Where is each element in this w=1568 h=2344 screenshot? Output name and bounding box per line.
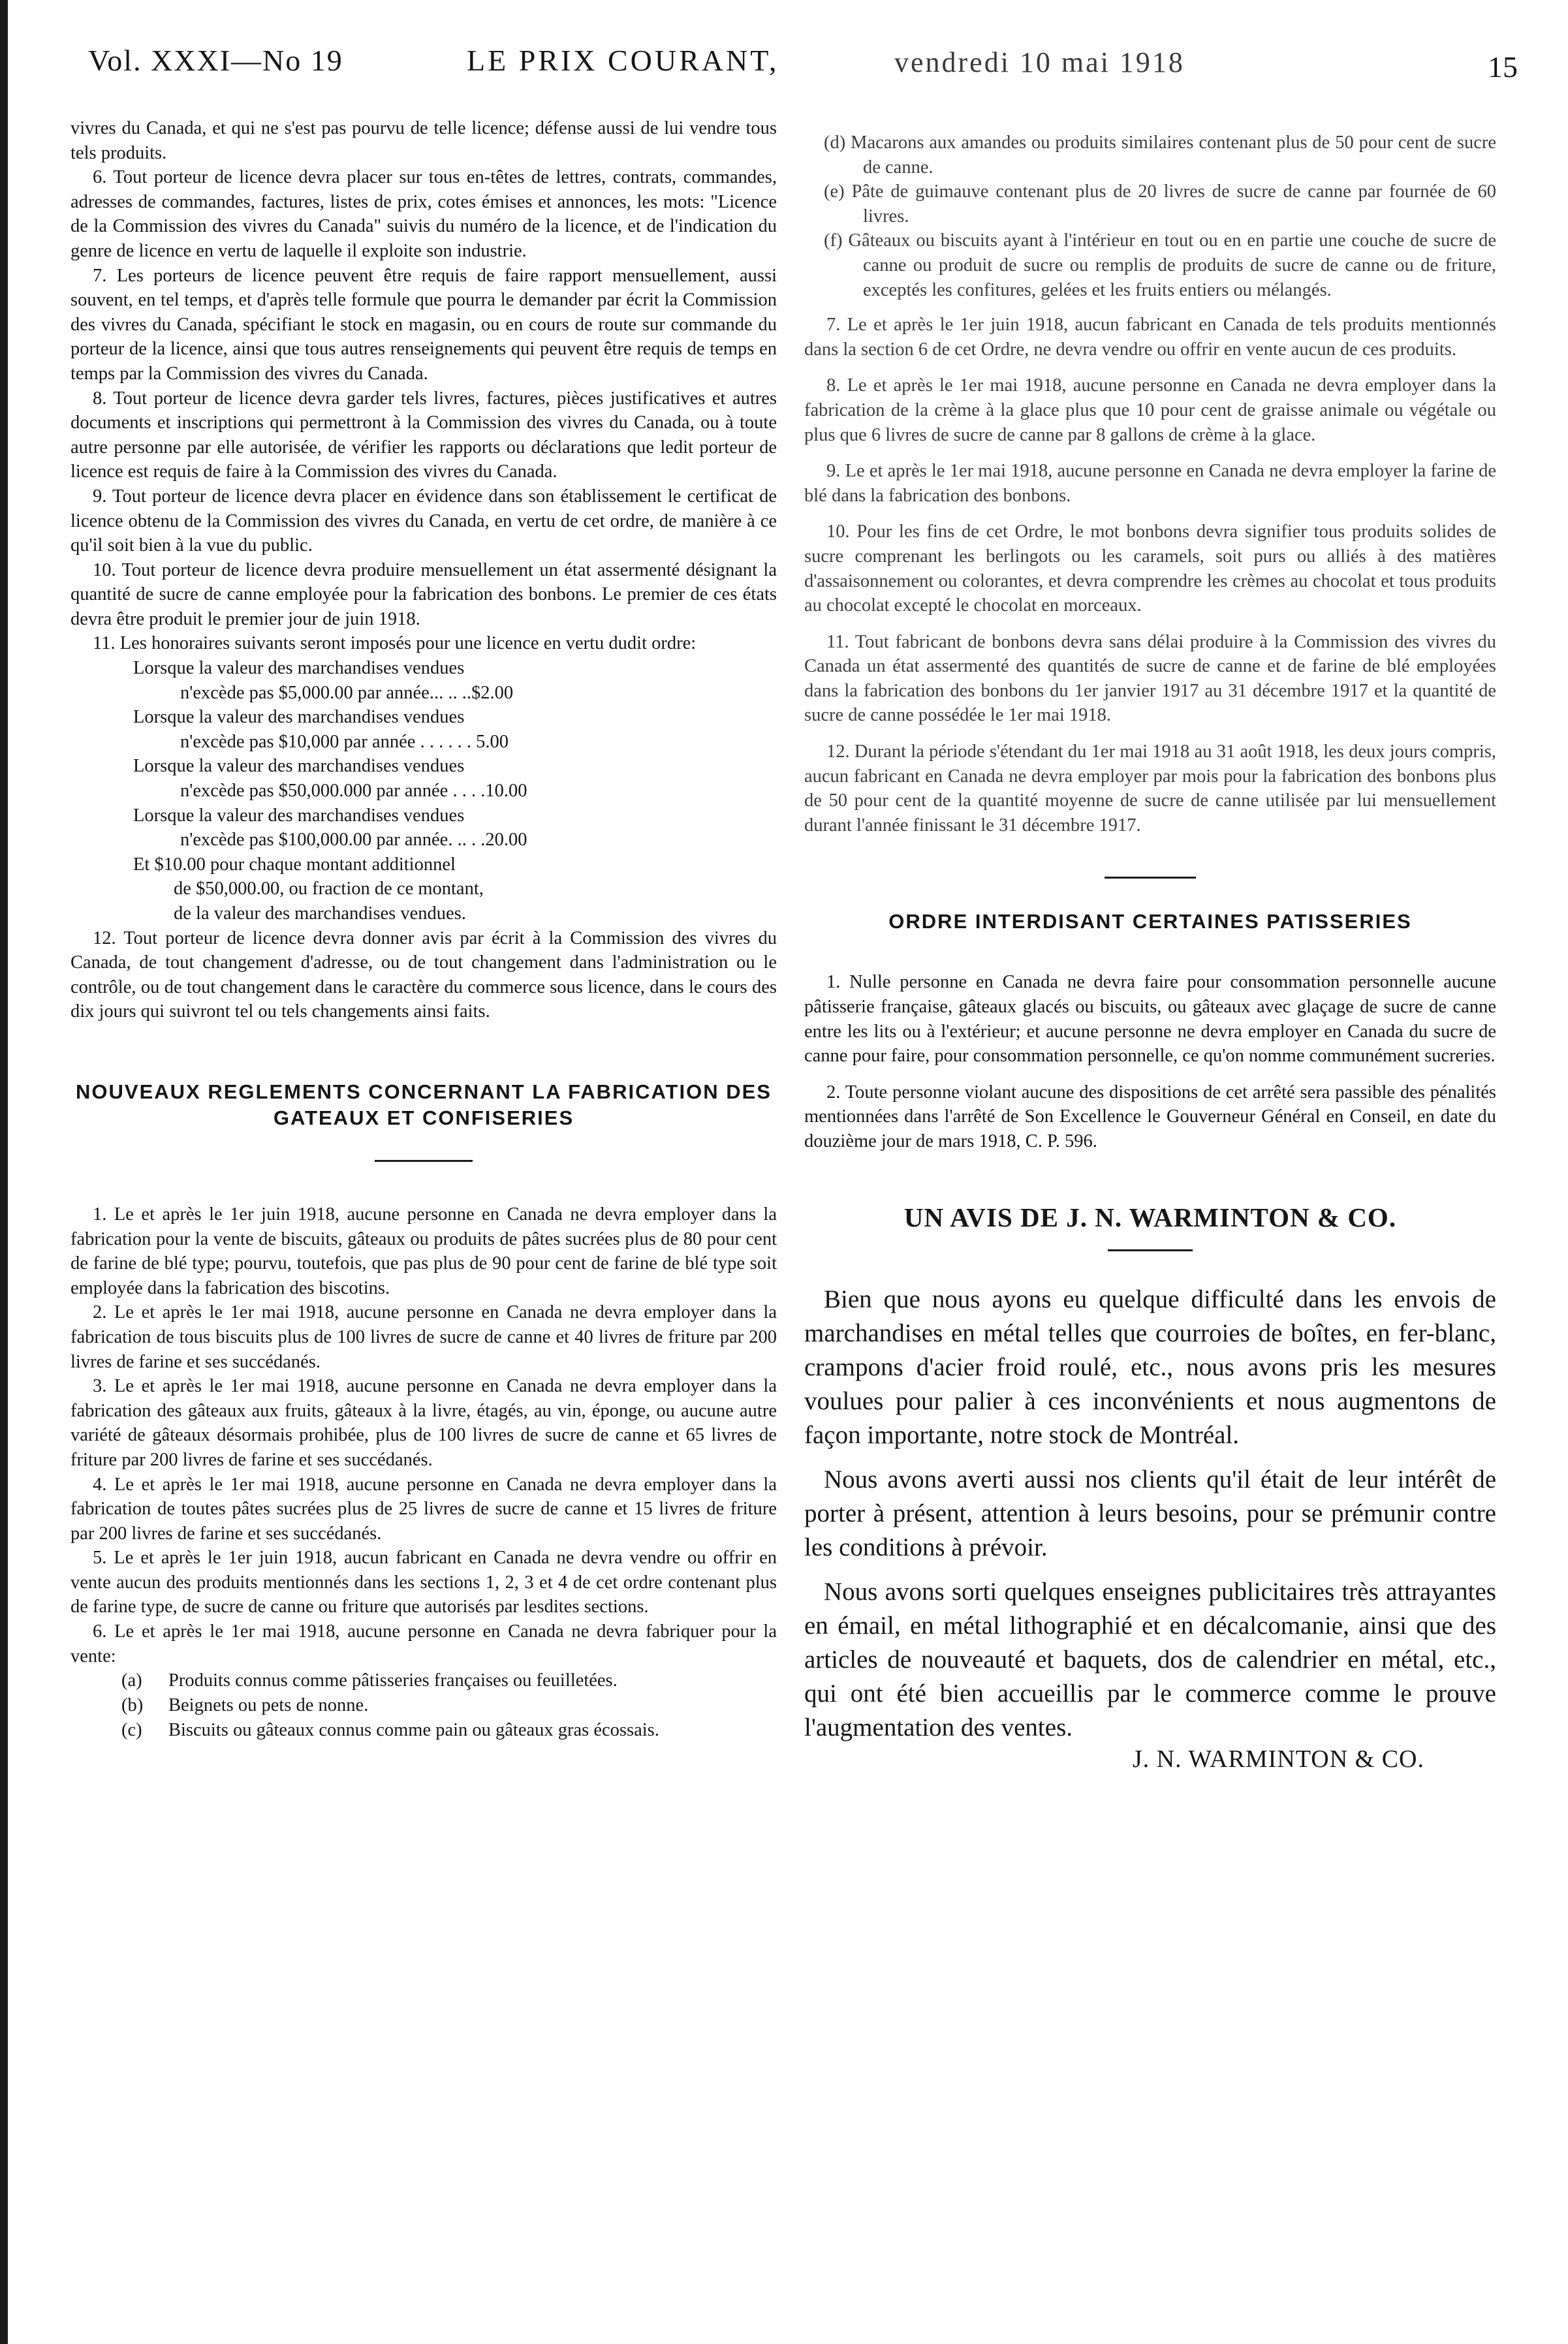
notice-paragraph: Nous avons sorti quelques enseignes publicitaires très attrayantes en émail, en métal lithographié et en décalcomanie, ainsi que des articles de nouveauté et baquets, dos de calendrier en métal, etc., qui ont été bien accueillis par le commerce comme le prouve l'augmentation des ventes. [804, 1577, 1496, 1742]
page-header [88, 43, 1518, 102]
list-item: (f) Gâteaux ou biscuits ayant à l'intérieur en tout ou en en partie une couche de sucre de canne ou produit de sucre ou remplis de produits de sucre de canne ou de friture, exceptés les confitures, gelées et les fruits entiers ou mélangés. [824, 230, 1496, 300]
article-paragraph: 5. Le et après le 1er juin 1918, aucun fabricant en Canada ne devra vendre ou offrir en vente aucun des produits mentionnés dans les sections 1, 2, 3 et 4 de cet ordre contenant plus de farine type, de sucre de canne ou friture que autorisés par lesdites sections. [71, 1548, 777, 1617]
fee-line: n'excède pas $100,000.00 par année. .. . .20.00 [180, 830, 527, 851]
article-paragraph: 11. Tout fabricant de bonbons devra sans délai produire à la Commission des vivres du Canada un état assermenté des quantités de sucre de canne et de farine de blé employées dans la fabrication des bonbons du 1er janvier 1917 au 31 décembre 1917 et la quantité de sucre de canne possédée le 1er mai 1918. [804, 631, 1496, 726]
article-paragraph: 10. Pour les fins de cet Ordre, le mot bonbons devra signifier tous produits solides de sucre comprenant les berlingots ou les caramels, soit purs ou alliés à des matières d'assaisonnement ou colorantes, et devra comprendre les crèmes au chocolat et tous produits au chocolat excepté le chocolat en morceaux. [804, 522, 1496, 616]
section-title-patisseries: ORDRE INTERDISANT CERTAINES PATISSERIES [888, 910, 1412, 933]
notice-paragraph: Bien que nous ayons eu quelque difficulté dans les envois de marchandises en métal telles que courroies de boîtes, en fer-blanc, crampons d'acier froid roulé, etc., nous avons pris les mesures voulues pour palier à ces inconvénients et nous augmentons de façon importante, notre stock de Montréal. [804, 1285, 1496, 1449]
article-paragraph: 6. Le et après le 1er mai 1918, aucune personne en Canada ne devra fabriquer pour la vente: [71, 1621, 777, 1666]
volume-number: Vol. XXXI—No 19 [88, 44, 343, 77]
issue-date: vendredi 10 mai 1918 [894, 46, 1185, 78]
prohibited-products-list [71, 1668, 777, 1743]
patisseries-order [804, 970, 1496, 1153]
article-paragraph: 3. Le et après le 1er mai 1918, aucune personne en Canada ne devra employer dans la fabrication des gâteaux aux fruits, gâteaux à la livre, étagés, au vin, éponge, ou aucune autre variété de gâteaux désormais prohibée, plus de 100 livres de sucre de canne et 65 livres de friture par 200 livres de farine et ses succédanés. [71, 1376, 777, 1470]
fee-line: Lorsque la valeur des marchandises vendues [133, 707, 465, 728]
article-paragraph: 9. Tout porteur de licence devra placer en évidence dans son établissement le certificat de licence obtenu de la Commission des vivres du Canada, en vertu de cet ordre, de manière à ce qu'il soit bien à la vue du public. [71, 486, 777, 556]
article-paragraph: 2. Le et après le 1er mai 1918, aucune personne en Canada ne devra employer dans la fabrication de tous biscuits plus de 100 livres de sucre de canne et 40 livres de friture par 200 livres de farine et ses succédanés. [71, 1302, 777, 1372]
fee-line: de $50,000.00, ou fraction de ce montant, [174, 879, 484, 899]
left-column [71, 116, 777, 1743]
list-item [71, 1668, 777, 1693]
prohibited-products-continued [804, 131, 1496, 302]
page-binding-edge [0, 0, 8, 2344]
notice-signature: J. N. WARMINTON & CO. [1132, 1745, 1424, 1773]
article-paragraph: 12. Durant la période s'étendant du 1er mai 1918 au 31 août 1918, les deux jours compris, aucun fabricant en Canada ne devra employer par mois pour la fabrication des bonbons plus de 50 pour cent de la quantité moyenne de sucre de canne utilisée par lui mensuellement durant l'année finissant le 31 décembre 1917. [804, 742, 1496, 836]
list-item: (e) Pâte de guimauve contenant plus de 20 livres de sucre de canne par fournée de 60 livres. [824, 181, 1496, 227]
publication-title: LE PRIX COURANT, [467, 44, 779, 77]
page-number: 15 [1488, 50, 1518, 84]
item-text: Biscuits ou gâteaux connus comme pain ou gâteaux gras écossais. [168, 1720, 659, 1741]
notice-title: UN AVIS DE J. N. WARMINTON & CO. [903, 1202, 1397, 1232]
article-paragraph: 8. Le et après le 1er mai 1918, aucune personne en Canada ne devra employer dans la fabrication de la crème à la glace plus que 10 pour cent de graisse animale ou végétale ou plus que 6 livres de sucre de canne par 8 gallons de crème à la glace. [804, 375, 1496, 445]
item-text: Produits connus comme pâtisseries françaises ou feuilletées. [168, 1670, 618, 1691]
fee-line: Et $10.00 pour chaque montant additionnel [133, 854, 456, 875]
list-item [71, 1693, 777, 1718]
item-marker: (b) [121, 1695, 144, 1716]
fee-schedule [71, 656, 777, 926]
licence-rules [71, 116, 777, 656]
notice-paragraph: Nous avons averti aussi nos clients qu'il était de leur intérêt de porter à présent, attention à leurs besoins, pour se prémunir contre les conditions à prévoir. [804, 1465, 1496, 1561]
article-paragraph: 1. Nulle personne en Canada ne devra faire pour consommation personnelle aucune pâtisserie française, gâteaux glacés ou biscuits, ou gâteaux avec glaçage de sucre de canne entre les lits ou à l'extérieur; et aucune personne ne devra employer en Canada du sucre de canne pour faire, pour consommation personnelle, ce qu'on nomme communément sucreries. [804, 972, 1496, 1067]
fee-line: Lorsque la valeur des marchandises vendues [133, 756, 465, 777]
fee-line: n'excède pas $10,000 par année . . . . . . 5.00 [180, 731, 509, 752]
article-paragraph: 6. Tout porteur de licence devra placer sur tous en-têtes de lettres, contrats, commandes, adresses de commandes, factures, listes de prix, cotes émises et annonces, les mots: "Licence de la Commission des vivres du Canada" suivis du numéro de la licence, et de l'indication du genre de licence en vertu de laquelle il exploite son industrie. [71, 167, 777, 261]
article-paragraph: 4. Le et après le 1er mai 1918, aucune personne en Canada ne devra employer dans la fabrication de toutes pâtes sucrées plus de 25 livres de sucre de canne et 15 livres de friture par 200 livres de farine et ses succédanés. [71, 1474, 777, 1544]
confiserie-rules [804, 313, 1496, 837]
fee-line: Lorsque la valeur des marchandises vendues [133, 658, 465, 679]
article-paragraph: 8. Tout porteur de licence devra garder tels livres, factures, pièces justificatives et autres documents et inscriptions qui permettront à la Commission des vivres du Canada, ou à toute autre personne par elle autorisée, de vérifier les rapports ou déclarations que ledit porteur de licence est requis de faire à la Commission des vivres du Canada. [71, 388, 777, 482]
list-item [71, 1718, 777, 1743]
article-paragraph: 11. Les honoraires suivants seront imposés pour une licence en vertu dudit ordre: [93, 633, 697, 654]
article-paragraph: 2. Toute personne violant aucune des dispositions de cet arrêté sera passible des pénalités mentionnées dans l'arrêté de Son Excellence le Gouverneur Général en Conseil, en date du douzième jour de mars 1918, C. P. 596. [804, 1082, 1496, 1151]
fee-line: Lorsque la valeur des marchandises vendues [133, 805, 465, 826]
right-column [804, 131, 1496, 1774]
article-paragraph: 1. Le et après le 1er juin 1918, aucune personne en Canada ne devra employer dans la fabrication pour la vente de biscuits, gâteaux ou produits de pâtes sucrées plus de 80 pour cent de farine de blé type; pourvu, toutefois, que pas plus de 90 pour cent de farine de blé type soit employée dans la fabrication des biscotins. [71, 1204, 777, 1298]
article-paragraph: 9. Le et après le 1er mai 1918, aucune personne en Canada ne devra employer la farine de blé dans la fabrication des bonbons. [804, 461, 1496, 506]
article-paragraph: 7. Le et après le 1er juin 1918, aucun fabricant en Canada de tels produits mentionnés dans la section 6 de cet Ordre, ne devra vendre ou offrir en vente aucun de ces produits. [804, 315, 1496, 360]
gateaux-rules [71, 1202, 777, 1668]
licence-rules-end [71, 926, 777, 1024]
article-paragraph: 10. Tout porteur de licence devra produire mensuellement un état assermenté désignant la quantité de sucre de canne employée pour la fabrication des bonbons. Le premier de ces états devra être produit le premier jour de juin 1918. [71, 559, 777, 629]
list-item: (d) Macarons aux amandes ou produits similaires contenant plus de 50 pour cent de sucre de canne. [824, 133, 1496, 178]
fee-line: de la valeur des marchandises vendues. [174, 903, 466, 924]
item-marker: (c) [121, 1720, 142, 1741]
article-paragraph: vivres du Canada, et qui ne s'est pas pourvu de telle licence; défense aussi de lui vendre tous tels produits. [71, 118, 777, 163]
article-paragraph: 12. Tout porteur de licence devra donner avis par écrit à la Commission des vivres du Canada, de tout changement d'adresse, ou de tout changement dans l'administration ou le contrôle, ou de tout changement dans le caractère du commerce sous licence, dans le cours des dix jours qui suivront tel ou tels changements ainsi faits. [71, 928, 777, 1022]
article-paragraph: 7. Les porteurs de licence peuvent être requis de faire rapport mensuellement, aussi souvent, en tel temps, et d'après telle formule que pourra le demander par écrit la Commission des vivres du Canada, spécifiant le stock en magasin, ou en cours de route sur commande du porteur de la licence, ainsi que tous autres renseignements qui peuvent être requis de temps en temps par la Commission des vivres du Canada. [71, 265, 777, 384]
fee-line: n'excède pas $50,000.000 par année . . . .10.00 [180, 781, 527, 802]
item-text: Beignets ou pets de nonne. [168, 1695, 369, 1716]
fee-line: n'excède pas $5,000.00 par année... .. ..$2.00 [180, 682, 514, 703]
section-title-gateaux: NOUVEAUX REGLEMENTS CONCERNANT LA FABRICATION DES GATEAUX ET CONFISERIES [76, 1080, 772, 1129]
item-marker: (a) [121, 1670, 142, 1691]
warminton-notice [804, 1283, 1496, 1745]
